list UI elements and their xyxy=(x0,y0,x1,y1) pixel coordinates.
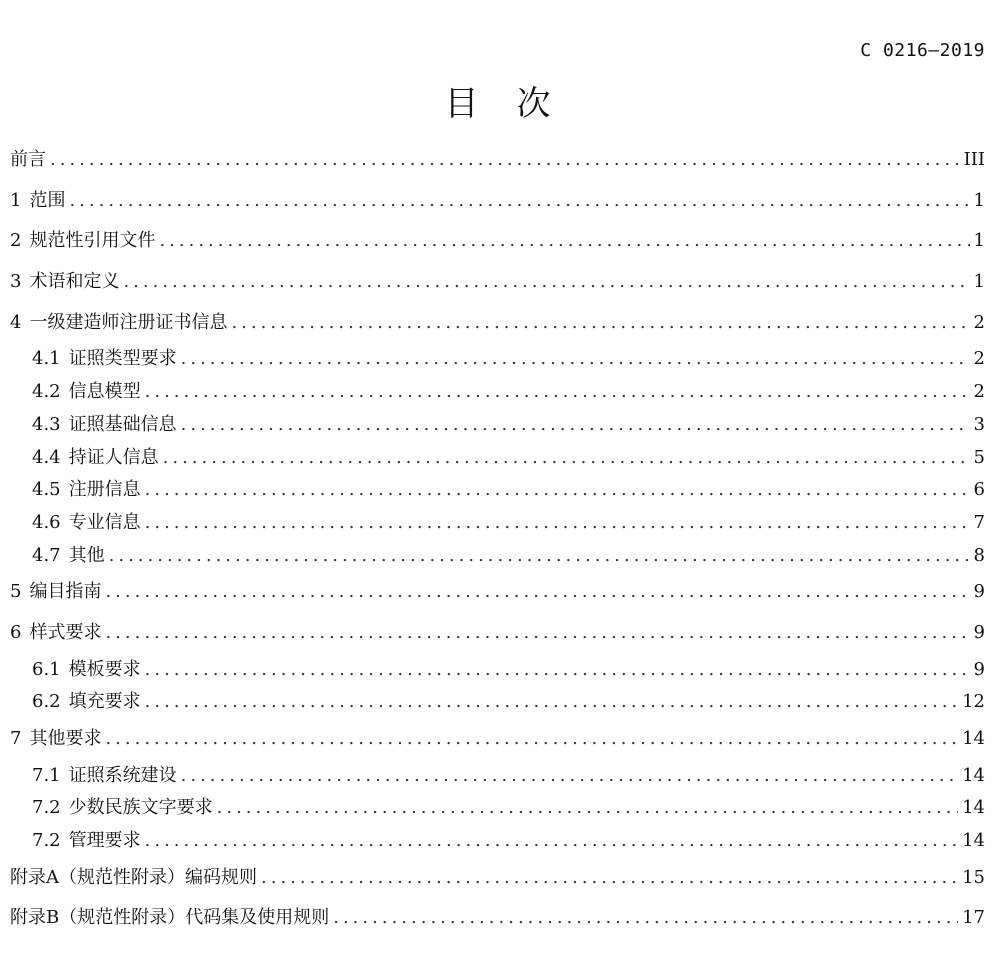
toc-entry-number: 5 xyxy=(10,581,22,603)
toc-dot-leader xyxy=(69,181,969,222)
toc-entry[interactable] xyxy=(10,140,985,181)
document-code: C 0216—2019 xyxy=(860,40,985,61)
toc-entry[interactable] xyxy=(10,760,985,793)
toc-entry-title: 信息模型 xyxy=(68,381,141,403)
toc-page-number: 2 xyxy=(973,348,985,370)
toc-entry-label xyxy=(10,303,227,344)
toc-entry-label xyxy=(10,572,101,613)
toc-entry-label xyxy=(32,825,141,858)
toc-entry-label xyxy=(10,613,101,654)
toc-page-number: 14 xyxy=(962,764,985,786)
toc-entry-label xyxy=(32,474,141,507)
toc-page-number: 14 xyxy=(962,797,985,819)
toc-page-number: 6 xyxy=(973,479,985,501)
toc-page-number: 3 xyxy=(973,413,985,435)
toc-entry[interactable] xyxy=(10,686,985,719)
toc-entry-label xyxy=(32,540,105,573)
toc-entry-title: 一级建造师注册证书信息 xyxy=(29,311,228,333)
toc-dot-leader xyxy=(181,760,958,793)
toc-entry-number: 6 xyxy=(10,621,22,643)
toc-dot-leader xyxy=(145,474,970,507)
toc-page-number: 1 xyxy=(973,271,985,293)
toc-entry-number: 4.1 xyxy=(32,348,61,370)
toc-entry-number: 2 xyxy=(10,230,22,252)
toc-page-number: 1 xyxy=(973,230,985,252)
toc-entry-label xyxy=(32,376,141,409)
toc-entry-label xyxy=(32,409,177,442)
toc-page-number: 5 xyxy=(973,446,985,468)
toc-entry[interactable] xyxy=(10,540,985,573)
toc-entry-title: 范围 xyxy=(29,189,66,211)
toc-dot-leader xyxy=(105,719,958,760)
toc-entry-number: 7.1 xyxy=(32,764,61,786)
toc-entry[interactable] xyxy=(10,376,985,409)
toc-entry-label xyxy=(10,181,65,222)
toc-page-number: 14 xyxy=(962,830,985,852)
toc-page-number: 2 xyxy=(973,311,985,333)
toc-entry-title: 编目指南 xyxy=(29,581,102,603)
toc-dot-leader xyxy=(145,507,970,540)
toc-entry[interactable] xyxy=(10,792,985,825)
toc-dot-leader xyxy=(163,442,970,475)
toc-entry[interactable] xyxy=(10,442,985,475)
toc-entry-title: 证照基础信息 xyxy=(68,413,177,435)
toc-dot-leader xyxy=(217,792,958,825)
toc-entry[interactable] xyxy=(10,303,985,344)
toc-entry[interactable] xyxy=(10,719,985,760)
toc-page-number: 8 xyxy=(973,544,985,566)
toc-entry-title: 少数民族文字要求 xyxy=(68,797,213,819)
toc-page-number: 7 xyxy=(973,511,985,533)
toc-entry[interactable] xyxy=(10,858,985,899)
toc-dot-leader xyxy=(145,376,970,409)
toc-entry-number: 7.2 xyxy=(32,830,61,852)
toc-entry-label xyxy=(10,221,155,262)
toc-entry-number: 4.2 xyxy=(32,381,61,403)
toc-dot-leader xyxy=(123,262,969,303)
toc-dot-leader xyxy=(261,858,958,899)
toc-entry-title: 模板要求 xyxy=(68,658,141,680)
toc-dot-leader xyxy=(181,343,970,376)
toc-entry-label xyxy=(32,507,141,540)
toc-entry-number: 6.2 xyxy=(32,691,61,713)
toc-entry-number: 7.2 xyxy=(32,797,61,819)
toc-entry-title: 前言 xyxy=(10,149,46,170)
toc-dot-leader xyxy=(145,686,958,719)
toc-page-number: 9 xyxy=(973,581,985,603)
toc-page-number: 9 xyxy=(973,658,985,680)
toc-page-number: 17 xyxy=(962,907,985,929)
toc-dot-leader xyxy=(105,572,969,613)
page-title: 目 次 xyxy=(444,84,553,124)
toc-dot-leader xyxy=(333,898,958,939)
toc-entry-title: 附录B（规范性附录）代码集及使用规则 xyxy=(10,907,330,929)
toc-entry-title: 术语和定义 xyxy=(29,271,120,293)
toc-entry-label xyxy=(10,719,101,760)
toc-dot-leader xyxy=(109,540,970,573)
toc-entry[interactable] xyxy=(10,654,985,687)
toc-entry[interactable] xyxy=(10,898,985,939)
toc-dot-leader xyxy=(145,654,970,687)
toc-entry[interactable] xyxy=(10,474,985,507)
toc-entry-number: 3 xyxy=(10,271,22,293)
toc-entry-title: 专业信息 xyxy=(68,511,141,533)
toc-entry-number: 4 xyxy=(10,311,22,333)
toc-dot-leader xyxy=(159,221,969,262)
toc-page-number: 15 xyxy=(962,866,985,888)
toc-entry-number: 1 xyxy=(10,189,22,211)
toc-entry-title: 证照类型要求 xyxy=(68,348,177,370)
toc-entry-title: 注册信息 xyxy=(68,479,141,501)
toc-entry-number: 7 xyxy=(10,728,22,749)
toc-entry-title: 持证人信息 xyxy=(68,446,159,468)
toc-page-number: 2 xyxy=(973,381,985,403)
toc-entry-label xyxy=(32,760,177,793)
toc-entry-title: 样式要求 xyxy=(29,621,102,643)
toc-dot-leader xyxy=(181,409,970,442)
toc-dot-leader xyxy=(50,140,960,181)
toc-entry[interactable] xyxy=(10,613,985,654)
toc-page-number: 9 xyxy=(973,621,985,643)
toc-entry-label xyxy=(32,442,159,475)
toc-dot-leader xyxy=(231,303,969,344)
toc-page-number: III xyxy=(963,149,985,170)
toc-entry[interactable] xyxy=(10,343,985,376)
toc-dot-leader xyxy=(105,613,969,654)
toc-entry-title: 其他 xyxy=(68,544,105,566)
toc-page-number: 12 xyxy=(962,691,985,713)
toc-entry-label xyxy=(10,140,46,181)
toc-entry-label xyxy=(32,343,177,376)
toc-entry-label xyxy=(10,858,257,899)
toc-entry-title: 填充要求 xyxy=(68,691,141,713)
toc-entry-label xyxy=(32,686,141,719)
table-of-contents xyxy=(10,140,985,939)
toc-dot-leader xyxy=(145,825,958,858)
toc-entry-title: 管理要求 xyxy=(68,830,141,852)
toc-entry[interactable] xyxy=(10,409,985,442)
toc-entry-title: 证照系统建设 xyxy=(68,764,177,786)
toc-entry-title: 附录A（规范性附录）编码规则 xyxy=(10,866,257,888)
toc-entry-number: 4.7 xyxy=(32,544,61,566)
toc-entry[interactable] xyxy=(10,221,985,262)
toc-entry[interactable] xyxy=(10,262,985,303)
toc-entry-title: 规范性引用文件 xyxy=(29,230,156,252)
toc-entry-label xyxy=(10,262,119,303)
toc-entry-label xyxy=(32,654,141,687)
toc-entry[interactable] xyxy=(10,181,985,222)
toc-entry-label xyxy=(32,792,213,825)
toc-entry-number: 4.5 xyxy=(32,479,61,501)
toc-page-number: 14 xyxy=(962,728,985,749)
toc-entry[interactable] xyxy=(10,572,985,613)
toc-page-number: 1 xyxy=(973,189,985,211)
toc-entry-label xyxy=(10,898,329,939)
toc-entry-number: 4.6 xyxy=(32,511,61,533)
toc-entry-title: 其他要求 xyxy=(29,728,102,749)
toc-entry[interactable] xyxy=(10,825,985,858)
toc-entry-number: 4.3 xyxy=(32,413,61,435)
toc-entry[interactable] xyxy=(10,507,985,540)
toc-entry-number: 6.1 xyxy=(32,658,61,680)
toc-entry-number: 4.4 xyxy=(32,446,61,468)
